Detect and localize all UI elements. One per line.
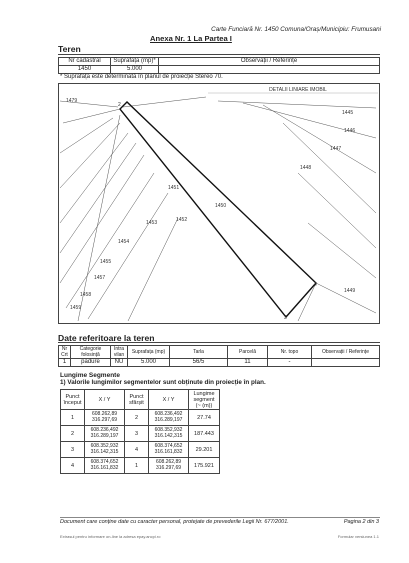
seg-len: 29.201: [189, 442, 220, 458]
divider: [58, 54, 380, 55]
ref-cell: 5.000: [128, 359, 170, 367]
parcel-label: 1450: [215, 203, 227, 209]
seg-end: 4: [125, 442, 149, 458]
parcel-label: 1445: [342, 110, 354, 116]
parcel-label: 1479: [66, 98, 78, 104]
teren-table: [58, 57, 380, 74]
seg-header: Punct sfârșit: [125, 390, 149, 410]
teren-cell: 1450: [59, 66, 111, 74]
parcel-label: 1459: [70, 305, 82, 311]
parcel-label: 1453: [146, 220, 158, 226]
seg-start: 3: [61, 442, 85, 458]
ref-header: Nr. topo: [268, 346, 312, 359]
segmente-title: Lungime Segmente: [60, 372, 120, 379]
seg-xy: 608.374,652 316.161,832: [85, 458, 125, 474]
ref-header: Tarla: [170, 346, 228, 359]
seg-xy: 608.236,492 316.289,197: [149, 410, 189, 426]
footer-text: Document care conține date cu caracter personal, protejate de prevederile Legii Nr. 677/2001.: [60, 519, 289, 525]
seg-start: 2: [61, 426, 85, 442]
teren-title: Teren: [58, 44, 81, 54]
ref-cell: [312, 359, 380, 367]
point-label: 4: [314, 282, 317, 288]
footer-small-left: Extrasul pentru informare on-line la adresa epay.ancpi.ro: [60, 534, 161, 539]
ref-header: Suprafața (mp): [128, 346, 170, 359]
seg-xy: 608.374,652 316.161,832: [149, 442, 189, 458]
teren-header: Observații / Referințe: [159, 58, 380, 66]
ref-header: Categorie folosință: [71, 346, 111, 359]
ref-cell: 1: [59, 359, 71, 367]
seg-end: 1: [125, 458, 149, 474]
seg-start: 4: [61, 458, 85, 474]
ref-header: Intra vilan: [111, 346, 128, 359]
segmente-subtitle: 1) Valorile lungimilor segmentelor sunt obținute din proiecție în plan.: [60, 379, 266, 386]
teren-note: * Suprafața este determinată în planul de proiecție Stereo 70.: [60, 74, 223, 80]
point-label: 3: [284, 315, 287, 321]
teren-cell: [159, 66, 380, 74]
seg-header: Lungime segment (~ (m)): [189, 390, 220, 410]
seg-header: X / Y: [149, 390, 189, 410]
ref-header: Parcelă: [228, 346, 268, 359]
seg-xy: 608.262,89 316.297,69: [149, 458, 189, 474]
anexa-title: Anexa Nr. 1 La Partea I: [150, 34, 232, 43]
seg-xy: 608.352,932 316.142,315: [149, 426, 189, 442]
parcel-label: 1448: [300, 165, 312, 171]
parcel-label: 1457: [94, 275, 106, 281]
seg-len: 175.921: [189, 458, 220, 474]
teren-header: Nr cadastral: [59, 58, 111, 66]
point-label: 2: [118, 102, 121, 108]
teren-cell: 5.000: [111, 66, 159, 74]
table-row: [61, 458, 220, 474]
seg-len: 187.443: [189, 426, 220, 442]
footer-small-right: Formular versiunea 1.1: [337, 534, 379, 539]
page-number: Pagina 2 din 3: [343, 519, 379, 525]
seg-start: 1: [61, 410, 85, 426]
table-row: [61, 426, 220, 442]
referitoare-title: Date referitoare la teren: [58, 333, 155, 343]
segmente-table: [60, 389, 220, 474]
parcel-label: 1446: [344, 128, 356, 134]
ref-header: Observații / Referințe: [312, 346, 380, 359]
parcel-label: 1454: [118, 239, 130, 245]
ref-cell: 11: [228, 359, 268, 367]
seg-len: 27.74: [189, 410, 220, 426]
header-line: Carte Funciară Nr. 1450 Comuna/Oraș/Municipiu: Frumusani: [211, 26, 381, 33]
ref-cell: NU: [111, 359, 128, 367]
seg-xy: 608.352,932 316.142,315: [85, 442, 125, 458]
table-row: [61, 442, 220, 458]
parcel-plan: [58, 83, 380, 324]
ref-cell: -: [268, 359, 312, 367]
seg-xy: 608.236,492 316.289,197: [85, 426, 125, 442]
parcel-label: 1458: [80, 292, 92, 298]
seg-end: 2: [125, 410, 149, 426]
ref-header: Nr Crt: [59, 346, 71, 359]
seg-header: X / Y: [85, 390, 125, 410]
seg-end: 3: [125, 426, 149, 442]
seg-header: Punct început: [61, 390, 85, 410]
table-row: [61, 410, 220, 426]
parcel-label: 1451: [168, 185, 180, 191]
seg-xy: 608.262,89 316.297,69: [85, 410, 125, 426]
parcel-label: 1452: [176, 217, 188, 223]
footer-divider: [60, 517, 380, 518]
ref-cell: padure: [71, 359, 111, 367]
referitoare-table: [58, 345, 380, 367]
divider: [58, 342, 380, 343]
ref-cell: 56/5: [170, 359, 228, 367]
parcel-label: 1449: [344, 288, 356, 294]
parcel-label: 1455: [100, 259, 112, 265]
parcel-label: 1447: [330, 146, 342, 152]
plan-caption: DETALII LINIARE IMOBIL: [269, 87, 327, 93]
teren-header: Suprafața (mp)*: [111, 58, 159, 66]
